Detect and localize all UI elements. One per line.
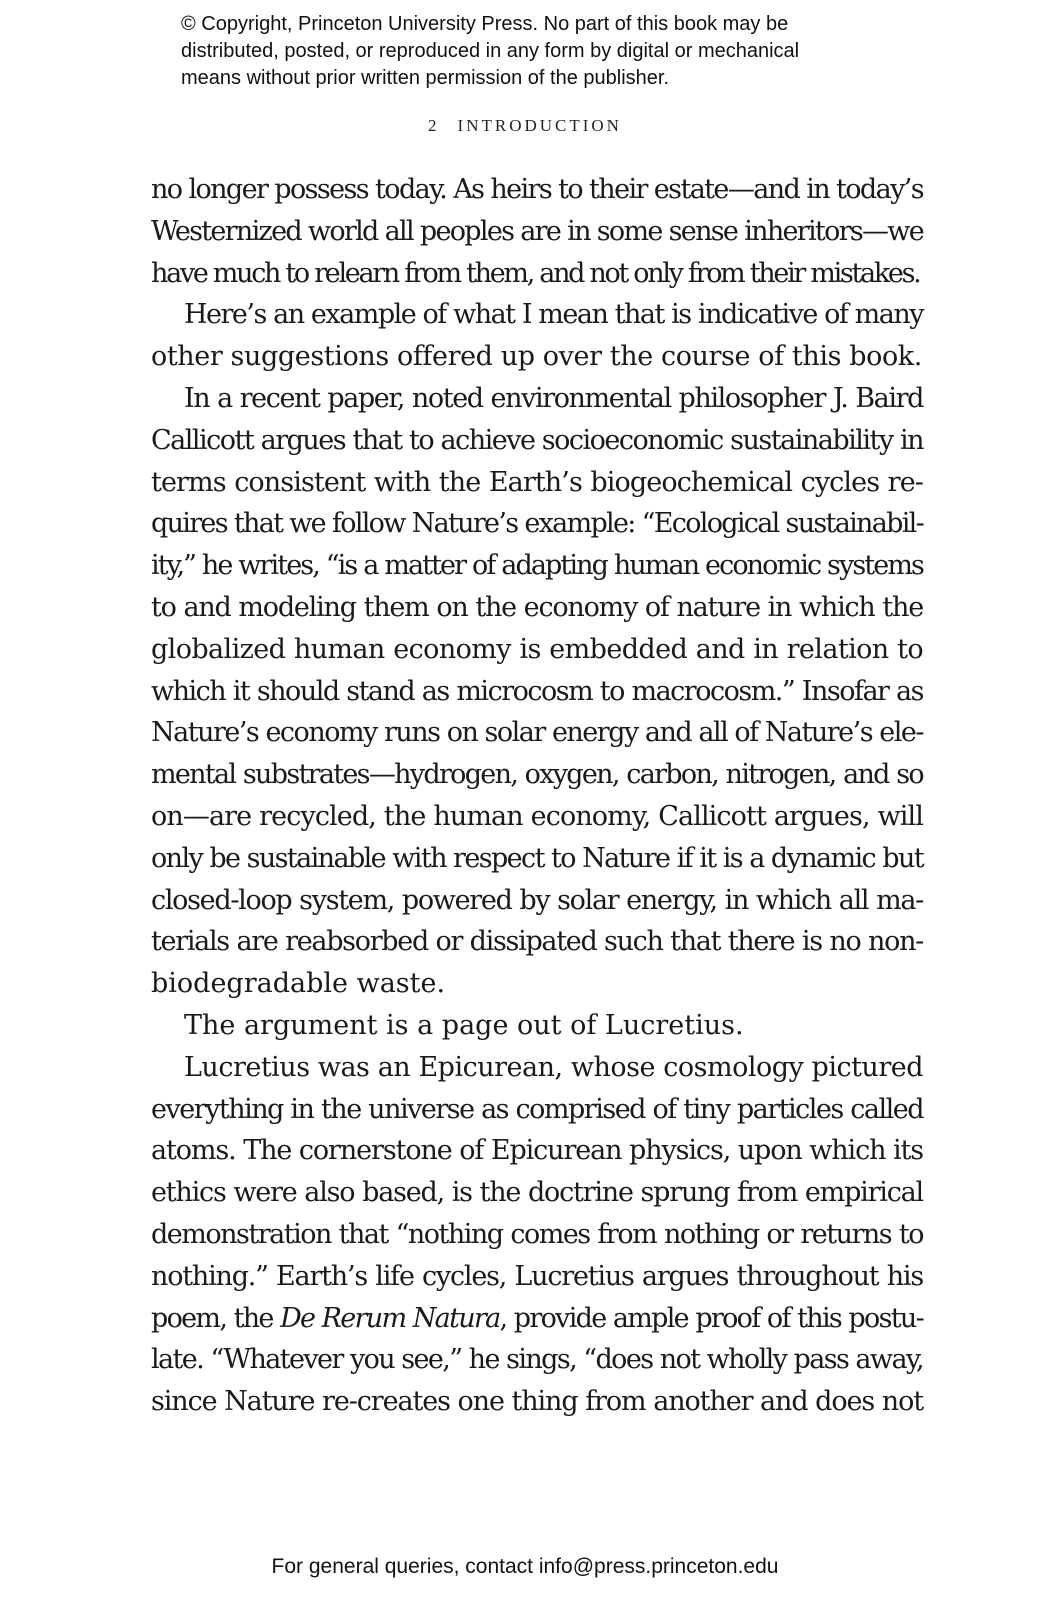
text-run: , provide ample proof of this postu-	[499, 1302, 923, 1334]
book-title: De Rerum Natura	[280, 1302, 500, 1334]
text-line: The argument is a page out of Lucretius.	[184, 1009, 744, 1041]
text-line: Westernized world all peoples are in some sense inheritors—we	[151, 215, 923, 247]
text-line: no longer possess today. As heirs to their estate—and in today’s	[151, 174, 923, 205]
text-line: on—are recycled, the human economy, Callicott argues, will	[151, 800, 923, 832]
text-line: nothing.” Earth’s life cycles, Lucretius argues throughout his	[151, 1260, 923, 1292]
text-line: Nature’s economy runs on solar energy and all of Nature’s ele-	[151, 717, 923, 749]
copyright-line: © Copyright, Princeton University Press. No part of this book may be	[181, 13, 789, 35]
copyright-line: distributed, posted, or reproduced in any form by digital or mechanical	[181, 40, 800, 62]
text-line: everything in the universe as comprised of tiny particles called	[151, 1093, 923, 1125]
running-head	[0, 116, 1050, 136]
copyright-notice	[181, 11, 961, 92]
page-number: 2	[428, 116, 440, 135]
text-run: poem, the	[151, 1302, 281, 1334]
text-line: Callicott argues that to achieve socioeconomic sustainability in	[151, 424, 923, 456]
text-line: biodegradable waste.	[151, 968, 446, 1000]
text-line: quires that we follow Nature’s example: “Ecological sustainabil-	[151, 508, 923, 540]
text-line: atoms. The cornerstone of Epicurean physics, upon which its	[151, 1135, 923, 1167]
text-line: Lucretius was an Epicurean, whose cosmology pictured	[184, 1051, 923, 1083]
text-line: which it should stand as microcosm to macrocosm.” Insofar as	[151, 675, 923, 707]
text-line: closed-loop system, powered by solar energy, in which all ma-	[151, 884, 923, 916]
copyright-line: means without prior written permission of the publisher.	[181, 67, 670, 89]
text-line: Here’s an example of what I mean that is indicative of many	[184, 299, 923, 331]
text-line: other suggestions offered up over the course of this book.	[151, 341, 922, 373]
footer-contact: For general queries, contact info@press.princeton.edu	[271, 1555, 779, 1578]
text-line: terials are reabsorbed or dissipated such that there is no non-	[151, 926, 923, 958]
text-line: ethics were also based, is the doctrine sprung from empirical	[151, 1177, 923, 1209]
text-line: In a recent paper, noted environmental philosopher J. Baird	[184, 382, 923, 414]
text-line: late. “Whatever you see,” he sings, “does not wholly pass away,	[151, 1344, 923, 1376]
body-text	[151, 169, 923, 1423]
text-line: only be sustainable with respect to Nature if it is a dynamic but	[151, 842, 923, 874]
text-line: to and modeling them on the economy of nature in which the	[151, 591, 923, 623]
section-title: INTRODUCTION	[457, 116, 622, 135]
text-line: mental substrates—hydrogen, oxygen, carbon, nitrogen, and so	[151, 759, 923, 791]
text-line: terms consistent with the Earth’s biogeochemical cycles re-	[151, 466, 923, 498]
text-line-italic	[151, 1298, 923, 1340]
text-line: since Nature re-creates one thing from another and does not	[151, 1386, 923, 1418]
text-line: demonstration that “nothing comes from nothing or returns to	[151, 1218, 923, 1250]
text-line: globalized human economy is embedded and in relation to	[151, 633, 923, 665]
text-line: ity,” he writes, “is a matter of adapting human economic systems	[151, 550, 923, 582]
text-line: have much to relearn from them, and not only from their mistakes.	[151, 257, 920, 289]
